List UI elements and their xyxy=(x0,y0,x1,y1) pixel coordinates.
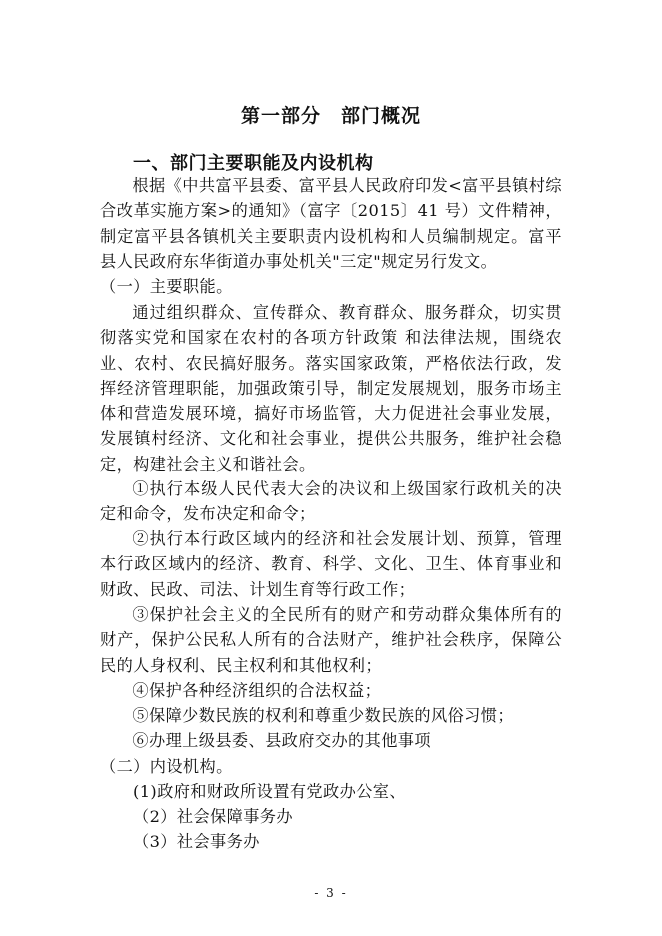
function-item: ②执行本行政区域内的经济和社会发展计划、预算，管理本行政区域内的经济、教育、科学、文化、卫生、体育事业和财政、民政、司法、计划生育等行政工作； xyxy=(100,529,562,599)
structure-heading: （二）内设机构。 xyxy=(100,757,233,776)
function-item: ①执行本级人民代表大会的决议和上级国家行政机关的决定和命令，发布决定和命令； xyxy=(100,479,562,524)
section-heading: 一、部门主要职能及内设机构 xyxy=(133,153,374,174)
page-number: - 3 - xyxy=(314,886,348,900)
structure-item: （2）社会保障事务办 xyxy=(133,807,293,826)
page-title: 第一部分 部门概况 xyxy=(240,105,421,127)
intro-paragraph: 根据《中共富平县委、富平县人民政府印发<富平县镇村综合改革实施方案>的通知》（富字〔2015〕41 号）文件精神，制定富平县各镇机关主要职责内设机构和人员编制规定。富平县人民政府东华街道办事处机关"三定"规定另行发文。 xyxy=(100,176,562,271)
function-item: ⑤保障少数民族的权利和尊重少数民族的风俗习惯； xyxy=(132,706,514,725)
functions-overview-paragraph: 通过组织群众、宣传群众、教育群众、服务群众，切实贯彻落实党和国家在农村的各项方针政策 和法律法规，围绕农业、农村、农民搞好服务。落实国家政策，严格依法行政，发挥经济管理职能，加强政策引导，制定发展规划，服务市场主体和营造发展环境，搞好市场监管，大力促进社会事业发展，发展镇村经济、文化和社会事业，提供公共服务，维护社会稳定，构建社会主义和谐社会。 xyxy=(100,303,562,474)
function-item: ④保护各种经济组织的合法权益； xyxy=(132,681,382,700)
function-item: ⑥办理上级县委、县政府交办的其他事项 xyxy=(132,731,431,750)
structure-item: （3）社会事务办 xyxy=(133,832,260,851)
function-item: ③保护社会主义的全民所有的财产和劳动群众集体所有的财产，保护公民私人所有的合法财产，维护社会秩序，保障公民的人身权利、民主权利和其他权利； xyxy=(100,605,562,675)
structure-item: (1)政府和财政所设置有党政办公室、 xyxy=(133,782,406,801)
functions-heading: （一）主要职能。 xyxy=(100,277,233,296)
